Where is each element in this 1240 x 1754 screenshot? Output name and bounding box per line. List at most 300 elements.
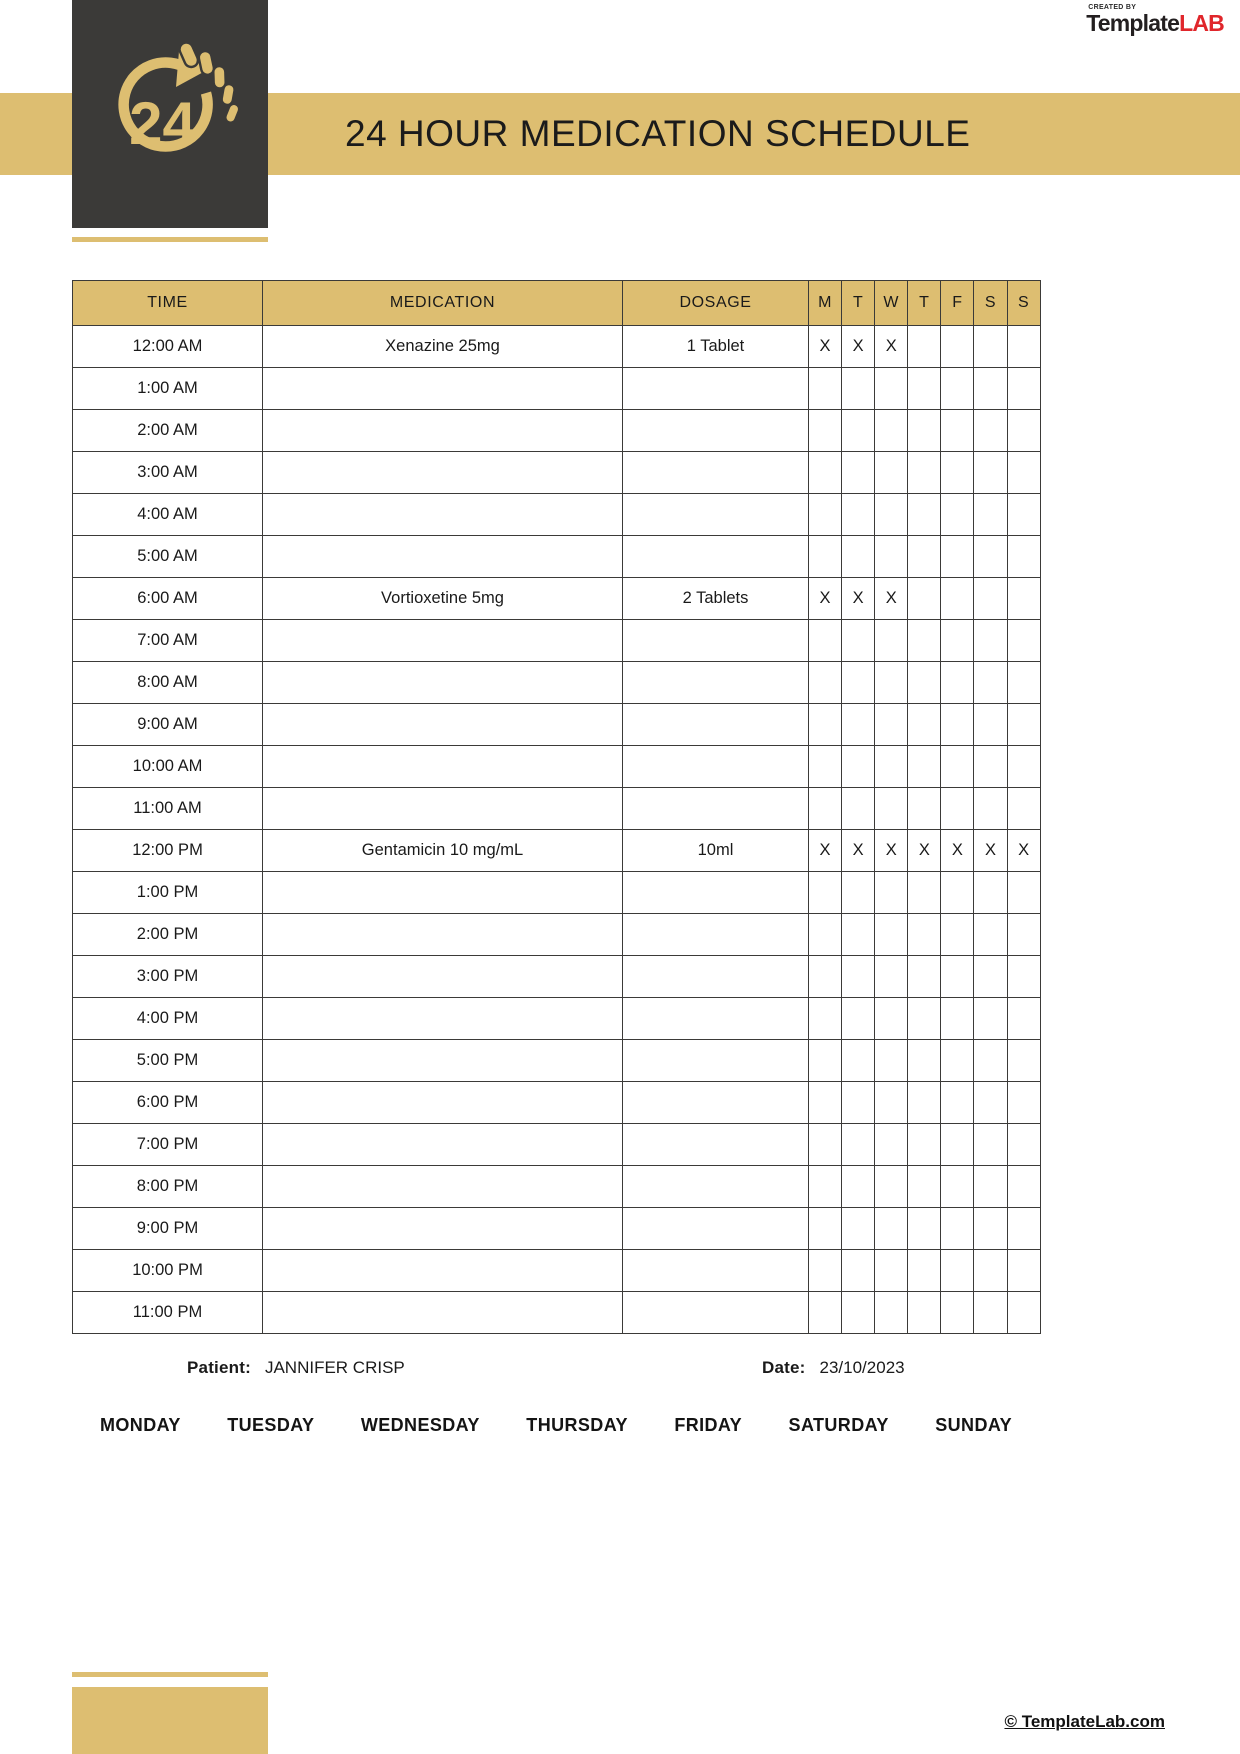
cell-day-mark[interactable] <box>842 914 875 956</box>
cell-time[interactable]: 6:00 AM <box>73 578 263 620</box>
cell-time[interactable]: 3:00 PM <box>73 956 263 998</box>
cell-medication[interactable] <box>263 410 623 452</box>
cell-dosage[interactable] <box>623 704 809 746</box>
cell-day-mark[interactable] <box>809 1082 842 1124</box>
cell-dosage[interactable] <box>623 872 809 914</box>
column-header-medication: MEDICATION <box>263 281 623 326</box>
table-row <box>73 578 1041 620</box>
cell-dosage[interactable] <box>623 1124 809 1166</box>
cell-day-mark[interactable] <box>974 620 1007 662</box>
cell-day-mark[interactable] <box>974 704 1007 746</box>
column-header-time: TIME <box>73 281 263 326</box>
medication-schedule-table-wrapper <box>72 280 1040 1334</box>
cell-day-mark[interactable] <box>842 956 875 998</box>
cell-day-mark[interactable] <box>842 1250 875 1292</box>
cell-time[interactable]: 5:00 PM <box>73 1040 263 1082</box>
cell-time[interactable]: 2:00 PM <box>73 914 263 956</box>
weekday-label: SATURDAY <box>788 1415 889 1435</box>
cell-day-mark[interactable]: X <box>875 326 908 368</box>
brand-name-red: LAB <box>1179 10 1224 36</box>
table-row <box>73 1250 1041 1292</box>
cell-day-mark[interactable] <box>974 662 1007 704</box>
cell-dosage[interactable] <box>623 1250 809 1292</box>
cell-day-mark[interactable] <box>842 662 875 704</box>
cell-time[interactable]: 11:00 AM <box>73 788 263 830</box>
cell-dosage[interactable] <box>623 998 809 1040</box>
cell-day-mark[interactable] <box>974 914 1007 956</box>
cell-day-mark[interactable] <box>875 872 908 914</box>
clock-arrow-pills-icon <box>95 39 245 189</box>
cell-day-mark[interactable] <box>842 746 875 788</box>
cell-day-mark[interactable] <box>875 620 908 662</box>
cell-day-mark[interactable] <box>809 872 842 914</box>
cell-day-mark[interactable] <box>974 326 1007 368</box>
cell-time[interactable]: 4:00 PM <box>73 998 263 1040</box>
cell-day-mark[interactable] <box>875 368 908 410</box>
cell-day-mark[interactable] <box>809 410 842 452</box>
column-header-day-saturday: S <box>974 281 1007 326</box>
cell-day-mark[interactable] <box>941 1082 974 1124</box>
cell-day-mark[interactable] <box>941 746 974 788</box>
cell-day-mark[interactable] <box>809 1124 842 1166</box>
cell-dosage[interactable]: 1 Tablet <box>623 326 809 368</box>
cell-day-mark[interactable] <box>842 1208 875 1250</box>
cell-medication[interactable] <box>263 1250 623 1292</box>
cell-day-mark[interactable] <box>1007 872 1040 914</box>
cell-day-mark[interactable] <box>875 452 908 494</box>
patient-value[interactable]: JANNIFER CRISP <box>264 1358 405 1377</box>
cell-day-mark[interactable] <box>974 452 1007 494</box>
cell-day-mark[interactable] <box>908 326 941 368</box>
cell-day-mark[interactable]: X <box>842 326 875 368</box>
cell-day-mark[interactable] <box>941 1040 974 1082</box>
cell-day-mark[interactable] <box>809 788 842 830</box>
cell-day-mark[interactable] <box>941 956 974 998</box>
cell-day-mark[interactable] <box>974 1250 1007 1292</box>
cell-day-mark[interactable] <box>809 620 842 662</box>
cell-day-mark[interactable] <box>1007 1040 1040 1082</box>
cell-day-mark[interactable] <box>875 704 908 746</box>
cell-day-mark[interactable] <box>941 788 974 830</box>
cell-day-mark[interactable] <box>1007 1250 1040 1292</box>
column-header-day-wednesday: W <box>875 281 908 326</box>
cell-day-mark[interactable] <box>809 368 842 410</box>
cell-day-mark[interactable] <box>842 410 875 452</box>
weekday-label: TUESDAY <box>227 1415 315 1435</box>
cell-day-mark[interactable] <box>809 1040 842 1082</box>
cell-day-mark[interactable] <box>1007 998 1040 1040</box>
cell-day-mark[interactable] <box>1007 1082 1040 1124</box>
table-row <box>73 956 1041 998</box>
cell-day-mark[interactable]: X <box>809 326 842 368</box>
cell-day-mark[interactable] <box>1007 1292 1040 1334</box>
cell-medication[interactable] <box>263 1040 623 1082</box>
cell-time[interactable]: 11:00 PM <box>73 1292 263 1334</box>
cell-time[interactable]: 12:00 PM <box>73 830 263 872</box>
cell-medication[interactable] <box>263 494 623 536</box>
cell-day-mark[interactable] <box>908 704 941 746</box>
cell-medication[interactable] <box>263 872 623 914</box>
column-header-day-thursday: T <box>908 281 941 326</box>
cell-time[interactable]: 9:00 AM <box>73 704 263 746</box>
cell-dosage[interactable] <box>623 956 809 998</box>
cell-day-mark[interactable] <box>1007 1208 1040 1250</box>
svg-text:24: 24 <box>129 90 196 157</box>
cell-day-mark[interactable]: X <box>908 830 941 872</box>
cell-day-mark[interactable]: X <box>809 830 842 872</box>
cell-day-mark[interactable] <box>974 1292 1007 1334</box>
cell-day-mark[interactable] <box>809 1166 842 1208</box>
table-row <box>73 746 1041 788</box>
date-value[interactable]: 23/10/2023 <box>819 1358 905 1377</box>
cell-day-mark[interactable] <box>875 914 908 956</box>
cell-day-mark[interactable] <box>908 1082 941 1124</box>
cell-time[interactable]: 7:00 AM <box>73 620 263 662</box>
cell-day-mark[interactable] <box>875 746 908 788</box>
cell-medication[interactable] <box>263 452 623 494</box>
cell-day-mark[interactable] <box>908 1124 941 1166</box>
cell-time[interactable]: 4:00 AM <box>73 494 263 536</box>
cell-medication[interactable] <box>263 1124 623 1166</box>
cell-day-mark[interactable] <box>875 1250 908 1292</box>
cell-day-mark[interactable] <box>1007 578 1040 620</box>
page-header <box>0 0 1240 250</box>
cell-day-mark[interactable] <box>941 662 974 704</box>
cell-day-mark[interactable] <box>875 1040 908 1082</box>
cell-day-mark[interactable] <box>842 452 875 494</box>
cell-day-mark[interactable] <box>941 620 974 662</box>
cell-medication[interactable] <box>263 1208 623 1250</box>
cell-day-mark[interactable] <box>908 494 941 536</box>
cell-medication[interactable] <box>263 914 623 956</box>
cell-day-mark[interactable]: X <box>974 830 1007 872</box>
cell-day-mark[interactable] <box>1007 368 1040 410</box>
cell-medication[interactable] <box>263 704 623 746</box>
cell-day-mark[interactable] <box>908 956 941 998</box>
cell-day-mark[interactable] <box>941 998 974 1040</box>
cell-day-mark[interactable] <box>941 368 974 410</box>
cell-day-mark[interactable] <box>908 536 941 578</box>
cell-day-mark[interactable] <box>875 1292 908 1334</box>
cell-day-mark[interactable] <box>908 578 941 620</box>
date-label: Date: <box>762 1358 806 1377</box>
weekday-label: THURSDAY <box>526 1415 628 1435</box>
cell-day-mark[interactable] <box>941 872 974 914</box>
table-row <box>73 872 1041 914</box>
cell-medication[interactable]: Xenazine 25mg <box>263 326 623 368</box>
cell-day-mark[interactable] <box>974 578 1007 620</box>
cell-day-mark[interactable] <box>875 494 908 536</box>
cell-medication[interactable] <box>263 788 623 830</box>
cell-day-mark[interactable]: X <box>1007 830 1040 872</box>
cell-day-mark[interactable] <box>908 1292 941 1334</box>
table-row <box>73 1124 1041 1166</box>
cell-day-mark[interactable] <box>1007 788 1040 830</box>
cell-day-mark[interactable]: X <box>809 578 842 620</box>
cell-day-mark[interactable] <box>908 1208 941 1250</box>
cell-day-mark[interactable] <box>974 998 1007 1040</box>
cell-medication[interactable] <box>263 368 623 410</box>
cell-day-mark[interactable] <box>941 578 974 620</box>
cell-day-mark[interactable] <box>941 1166 974 1208</box>
cell-day-mark[interactable] <box>908 368 941 410</box>
cell-day-mark[interactable] <box>842 704 875 746</box>
cell-day-mark[interactable] <box>842 1166 875 1208</box>
cell-day-mark[interactable] <box>809 536 842 578</box>
cell-day-mark[interactable] <box>974 1166 1007 1208</box>
cell-dosage[interactable] <box>623 620 809 662</box>
cell-day-mark[interactable] <box>941 914 974 956</box>
cell-day-mark[interactable] <box>1007 956 1040 998</box>
table-row <box>73 1040 1041 1082</box>
cell-day-mark[interactable] <box>875 662 908 704</box>
cell-dosage[interactable]: 10ml <box>623 830 809 872</box>
cell-day-mark[interactable] <box>875 410 908 452</box>
cell-day-mark[interactable] <box>941 452 974 494</box>
cell-dosage[interactable] <box>623 1166 809 1208</box>
cell-time[interactable]: 10:00 AM <box>73 746 263 788</box>
cell-time[interactable]: 8:00 PM <box>73 1166 263 1208</box>
cell-day-mark[interactable] <box>941 536 974 578</box>
weekday-legend <box>72 1415 1040 1436</box>
table-row <box>73 494 1041 536</box>
brand-wordmark <box>1086 12 1224 35</box>
cell-dosage[interactable] <box>623 1082 809 1124</box>
cell-dosage[interactable] <box>623 746 809 788</box>
cell-day-mark[interactable] <box>809 1292 842 1334</box>
cell-day-mark[interactable] <box>842 368 875 410</box>
cell-day-mark[interactable] <box>974 1040 1007 1082</box>
cell-day-mark[interactable] <box>809 494 842 536</box>
cell-day-mark[interactable] <box>1007 536 1040 578</box>
cell-day-mark[interactable] <box>941 1124 974 1166</box>
cell-day-mark[interactable] <box>809 998 842 1040</box>
brand-name-dark: Template <box>1086 10 1180 36</box>
weekday-label: WEDNESDAY <box>360 1415 480 1435</box>
cell-day-mark[interactable] <box>941 326 974 368</box>
cell-medication[interactable] <box>263 956 623 998</box>
table-row <box>73 914 1041 956</box>
cell-day-mark[interactable] <box>809 1208 842 1250</box>
cell-time[interactable]: 2:00 AM <box>73 410 263 452</box>
brand-created-by: CREATED BY <box>1088 4 1137 11</box>
cell-day-mark[interactable] <box>809 704 842 746</box>
cell-day-mark[interactable] <box>908 872 941 914</box>
cell-day-mark[interactable] <box>842 998 875 1040</box>
cell-day-mark[interactable] <box>1007 914 1040 956</box>
footer-credit[interactable]: © TemplateLab.com <box>1004 1712 1165 1731</box>
cell-day-mark[interactable] <box>809 746 842 788</box>
cell-day-mark[interactable] <box>974 1082 1007 1124</box>
cell-day-mark[interactable] <box>1007 620 1040 662</box>
cell-day-mark[interactable]: X <box>842 830 875 872</box>
cell-day-mark[interactable] <box>842 1082 875 1124</box>
table-row <box>73 1292 1041 1334</box>
cell-time[interactable]: 7:00 PM <box>73 1124 263 1166</box>
cell-medication[interactable] <box>263 620 623 662</box>
footer-accent-block <box>72 1687 268 1754</box>
cell-dosage[interactable]: 2 Tablets <box>623 578 809 620</box>
cell-day-mark[interactable] <box>1007 1124 1040 1166</box>
cell-day-mark[interactable] <box>908 1166 941 1208</box>
cell-day-mark[interactable]: X <box>842 578 875 620</box>
table-row <box>73 326 1041 368</box>
cell-time[interactable]: 1:00 AM <box>73 368 263 410</box>
cell-day-mark[interactable]: X <box>941 830 974 872</box>
cell-dosage[interactable] <box>623 662 809 704</box>
cell-day-mark[interactable] <box>1007 662 1040 704</box>
cell-time[interactable]: 10:00 PM <box>73 1250 263 1292</box>
cell-day-mark[interactable] <box>908 410 941 452</box>
templatelab-brand <box>1086 4 1224 35</box>
cell-day-mark[interactable] <box>908 452 941 494</box>
cell-dosage[interactable] <box>623 452 809 494</box>
cell-day-mark[interactable] <box>974 410 1007 452</box>
cell-day-mark[interactable] <box>908 620 941 662</box>
cell-time[interactable]: 1:00 PM <box>73 872 263 914</box>
cell-day-mark[interactable]: X <box>875 830 908 872</box>
cell-day-mark[interactable] <box>875 1166 908 1208</box>
cell-day-mark[interactable] <box>974 788 1007 830</box>
table-row <box>73 1208 1041 1250</box>
cell-day-mark[interactable] <box>1007 410 1040 452</box>
table-row <box>73 1166 1041 1208</box>
patient-label: Patient: <box>187 1358 251 1377</box>
cell-day-mark[interactable] <box>875 956 908 998</box>
cell-day-mark[interactable] <box>809 452 842 494</box>
cell-day-mark[interactable] <box>1007 452 1040 494</box>
cell-day-mark[interactable] <box>941 410 974 452</box>
cell-day-mark[interactable] <box>908 1040 941 1082</box>
cell-time[interactable]: 9:00 PM <box>73 1208 263 1250</box>
cell-medication[interactable] <box>263 1292 623 1334</box>
cell-time[interactable]: 8:00 AM <box>73 662 263 704</box>
cell-time[interactable]: 5:00 AM <box>73 536 263 578</box>
cell-day-mark[interactable] <box>809 914 842 956</box>
cell-time[interactable]: 6:00 PM <box>73 1082 263 1124</box>
cell-day-mark[interactable] <box>974 956 1007 998</box>
cell-day-mark[interactable] <box>941 704 974 746</box>
table-row <box>73 704 1041 746</box>
cell-medication[interactable]: Gentamicin 10 mg/mL <box>263 830 623 872</box>
cell-day-mark[interactable]: X <box>875 578 908 620</box>
weekday-label: MONDAY <box>100 1415 181 1435</box>
column-header-day-tuesday: T <box>842 281 875 326</box>
cell-day-mark[interactable] <box>875 788 908 830</box>
patient-field <box>187 1358 405 1378</box>
cell-dosage[interactable] <box>623 368 809 410</box>
cell-day-mark[interactable] <box>875 1124 908 1166</box>
cell-day-mark[interactable] <box>1007 1166 1040 1208</box>
cell-medication[interactable] <box>263 536 623 578</box>
table-row <box>73 410 1041 452</box>
table-row <box>73 536 1041 578</box>
cell-day-mark[interactable] <box>842 872 875 914</box>
cell-day-mark[interactable] <box>1007 494 1040 536</box>
cell-day-mark[interactable] <box>974 1208 1007 1250</box>
column-header-dosage: DOSAGE <box>623 281 809 326</box>
cell-dosage[interactable] <box>623 1208 809 1250</box>
column-header-day-sunday: S <box>1007 281 1040 326</box>
cell-day-mark[interactable] <box>974 494 1007 536</box>
cell-day-mark[interactable] <box>941 1250 974 1292</box>
cell-day-mark[interactable] <box>1007 746 1040 788</box>
cell-dosage[interactable] <box>623 1040 809 1082</box>
table-row <box>73 620 1041 662</box>
cell-day-mark[interactable] <box>941 1292 974 1334</box>
cell-day-mark[interactable] <box>842 1040 875 1082</box>
cell-day-mark[interactable] <box>875 1082 908 1124</box>
page-title: 24 HOUR MEDICATION SCHEDULE <box>345 113 971 154</box>
cell-day-mark[interactable] <box>1007 704 1040 746</box>
cell-medication[interactable] <box>263 1166 623 1208</box>
cell-medication[interactable] <box>263 1082 623 1124</box>
cell-day-mark[interactable] <box>908 914 941 956</box>
cell-dosage[interactable] <box>623 494 809 536</box>
cell-day-mark[interactable] <box>908 788 941 830</box>
cell-day-mark[interactable] <box>908 1250 941 1292</box>
cell-day-mark[interactable] <box>941 494 974 536</box>
cell-day-mark[interactable] <box>908 662 941 704</box>
cell-medication[interactable] <box>263 998 623 1040</box>
cell-day-mark[interactable] <box>842 1292 875 1334</box>
cell-day-mark[interactable] <box>809 662 842 704</box>
cell-medication[interactable] <box>263 662 623 704</box>
cell-day-mark[interactable] <box>974 1124 1007 1166</box>
cell-day-mark[interactable] <box>842 1124 875 1166</box>
cell-day-mark[interactable] <box>875 998 908 1040</box>
cell-time[interactable]: 12:00 AM <box>73 326 263 368</box>
cell-medication[interactable] <box>263 746 623 788</box>
medication-schedule-table <box>72 280 1041 1334</box>
cell-dosage[interactable] <box>623 1292 809 1334</box>
footer-accent-rule <box>72 1672 268 1677</box>
cell-day-mark[interactable] <box>974 368 1007 410</box>
cell-day-mark[interactable] <box>842 536 875 578</box>
cell-day-mark[interactable] <box>908 746 941 788</box>
table-row <box>73 830 1041 872</box>
cell-dosage[interactable] <box>623 536 809 578</box>
cell-dosage[interactable] <box>623 410 809 452</box>
table-row <box>73 452 1041 494</box>
cell-day-mark[interactable] <box>842 494 875 536</box>
patient-date-row <box>72 1358 1040 1388</box>
cell-day-mark[interactable] <box>842 620 875 662</box>
cell-day-mark[interactable] <box>908 998 941 1040</box>
logo-box <box>72 0 268 228</box>
cell-day-mark[interactable] <box>941 1208 974 1250</box>
cell-day-mark[interactable] <box>875 1208 908 1250</box>
cell-time[interactable]: 3:00 AM <box>73 452 263 494</box>
cell-day-mark[interactable] <box>974 746 1007 788</box>
logo-underline <box>72 237 268 242</box>
date-field <box>762 1358 905 1378</box>
table-row <box>73 788 1041 830</box>
table-row <box>73 662 1041 704</box>
cell-dosage[interactable] <box>623 914 809 956</box>
cell-day-mark[interactable] <box>1007 326 1040 368</box>
cell-day-mark[interactable] <box>974 872 1007 914</box>
column-header-day-monday: M <box>809 281 842 326</box>
cell-day-mark[interactable] <box>842 788 875 830</box>
cell-day-mark[interactable] <box>875 536 908 578</box>
cell-day-mark[interactable] <box>809 1250 842 1292</box>
cell-dosage[interactable] <box>623 788 809 830</box>
weekday-label: FRIDAY <box>674 1415 743 1435</box>
cell-medication[interactable]: Vortioxetine 5mg <box>263 578 623 620</box>
cell-day-mark[interactable] <box>974 536 1007 578</box>
cell-day-mark[interactable] <box>809 956 842 998</box>
